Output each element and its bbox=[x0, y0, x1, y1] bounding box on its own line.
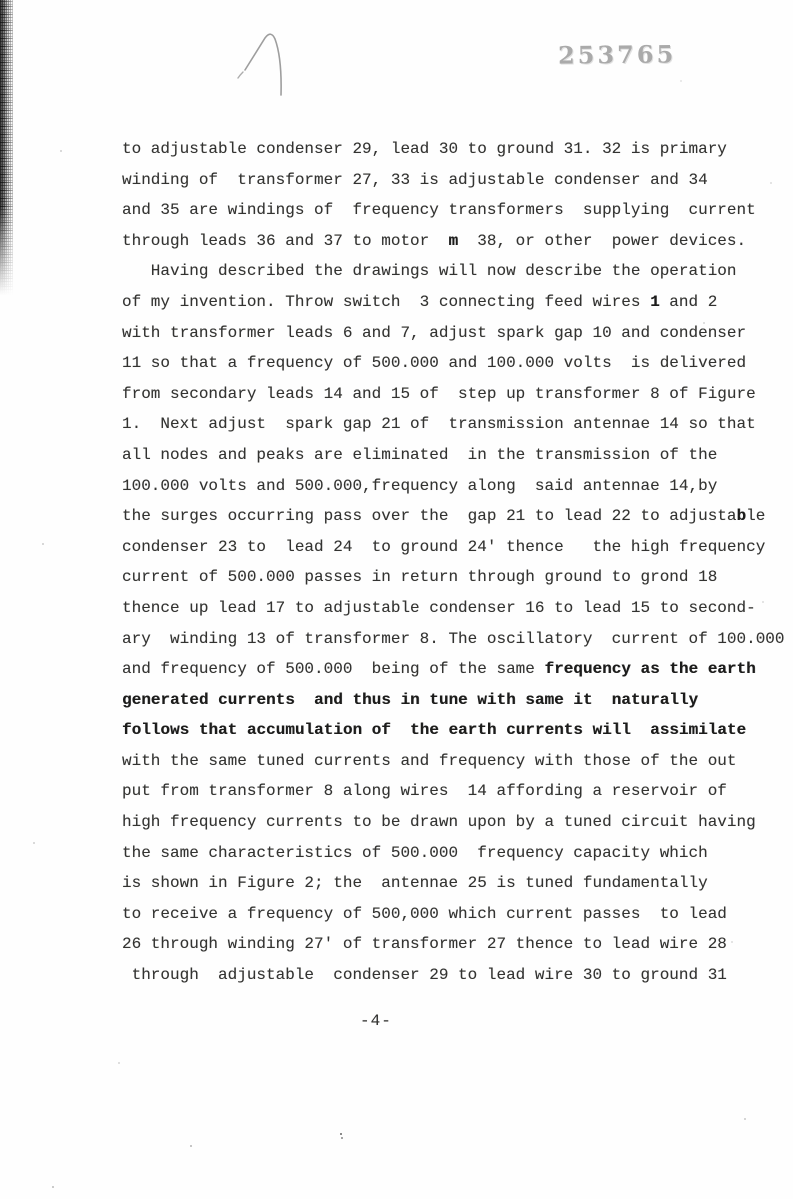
text-line: ary winding 13 of transformer 8. The oscillatory current of 100.000 bbox=[122, 629, 785, 648]
stamp-number: 253765 bbox=[557, 39, 677, 70]
text-line: the same characteristics of 500.000 frequency capacity which bbox=[122, 843, 708, 862]
text-line: high frequency currents to be drawn upon by a tuned circuit having bbox=[122, 813, 756, 832]
typewritten-text bbox=[122, 134, 785, 991]
text-line: 26 through winding 27' of transformer 27 thence to lead wire 28 bbox=[122, 935, 727, 954]
text-line: condenser 23 to lead 24 to ground 24' thence the high frequency bbox=[122, 537, 766, 556]
text-line: of my invention. Throw switch 3 connecting feed wires 1 and 2 bbox=[122, 292, 718, 311]
text-line: put from transformer 8 along wires 14 affording a reservoir of bbox=[122, 782, 727, 801]
text-line: with transformer leads 6 and 7, adjust spark gap 10 and condenser bbox=[122, 323, 747, 342]
handwritten-mark bbox=[225, 22, 295, 107]
text-line: 100.000 volts and 500.000,frequency along said antennae 14,by bbox=[122, 476, 718, 495]
text-line: all nodes and peaks are eliminated in the transmission of the bbox=[122, 445, 718, 464]
text-line: thence up lead 17 to adjustable condenser 16 to lead 15 to second- bbox=[122, 598, 756, 617]
text-line: and 35 are windings of frequency transformers supplying current bbox=[122, 201, 756, 220]
text-line: 1. Next adjust spark gap 21 of transmission antennae 14 so that bbox=[122, 415, 756, 434]
text-line: current of 500.000 passes in return through ground to grond 18 bbox=[122, 568, 718, 587]
text-line: through adjustable condenser 29 to lead wire 30 to ground 31 bbox=[122, 966, 727, 985]
text-line: and frequency of 500.000 being of the same frequency as the earth bbox=[122, 660, 756, 679]
text-line: through leads 36 and 37 to motor m 38, or other power devices. bbox=[122, 231, 747, 250]
text-line: follows that accumulation of the earth currents will assimilate bbox=[122, 721, 747, 740]
scan-speckles bbox=[0, 0, 2, 2]
text-line: to adjustable condenser 29, lead 30 to ground 31. 32 is primary bbox=[122, 140, 727, 158]
text-line: from secondary leads 14 and 15 of step up transformer 8 of Figure bbox=[122, 384, 756, 403]
text-line: the surges occurring pass over the gap 21 to lead 22 to adjustable bbox=[122, 507, 766, 526]
text-line: winding of transformer 27, 33 is adjustable condenser and 34 bbox=[122, 170, 708, 189]
text-line: to receive a frequency of 500,000 which current passes to lead bbox=[122, 904, 727, 923]
text-line: 11 so that a frequency of 500.000 and 100.000 volts is delivered bbox=[122, 354, 747, 373]
text-line: Having described the drawings will now describe the operation bbox=[122, 262, 737, 281]
page-number: -4- bbox=[360, 1012, 392, 1030]
text-line: is shown in Figure 2; the antennae 25 is tuned fundamentally bbox=[122, 874, 708, 893]
text-line: generated currents and thus in tune with same it naturally bbox=[122, 690, 699, 709]
text-line: with the same tuned currents and frequency with those of the out bbox=[122, 751, 737, 770]
scan-edge-artifact-fade bbox=[0, 0, 13, 295]
